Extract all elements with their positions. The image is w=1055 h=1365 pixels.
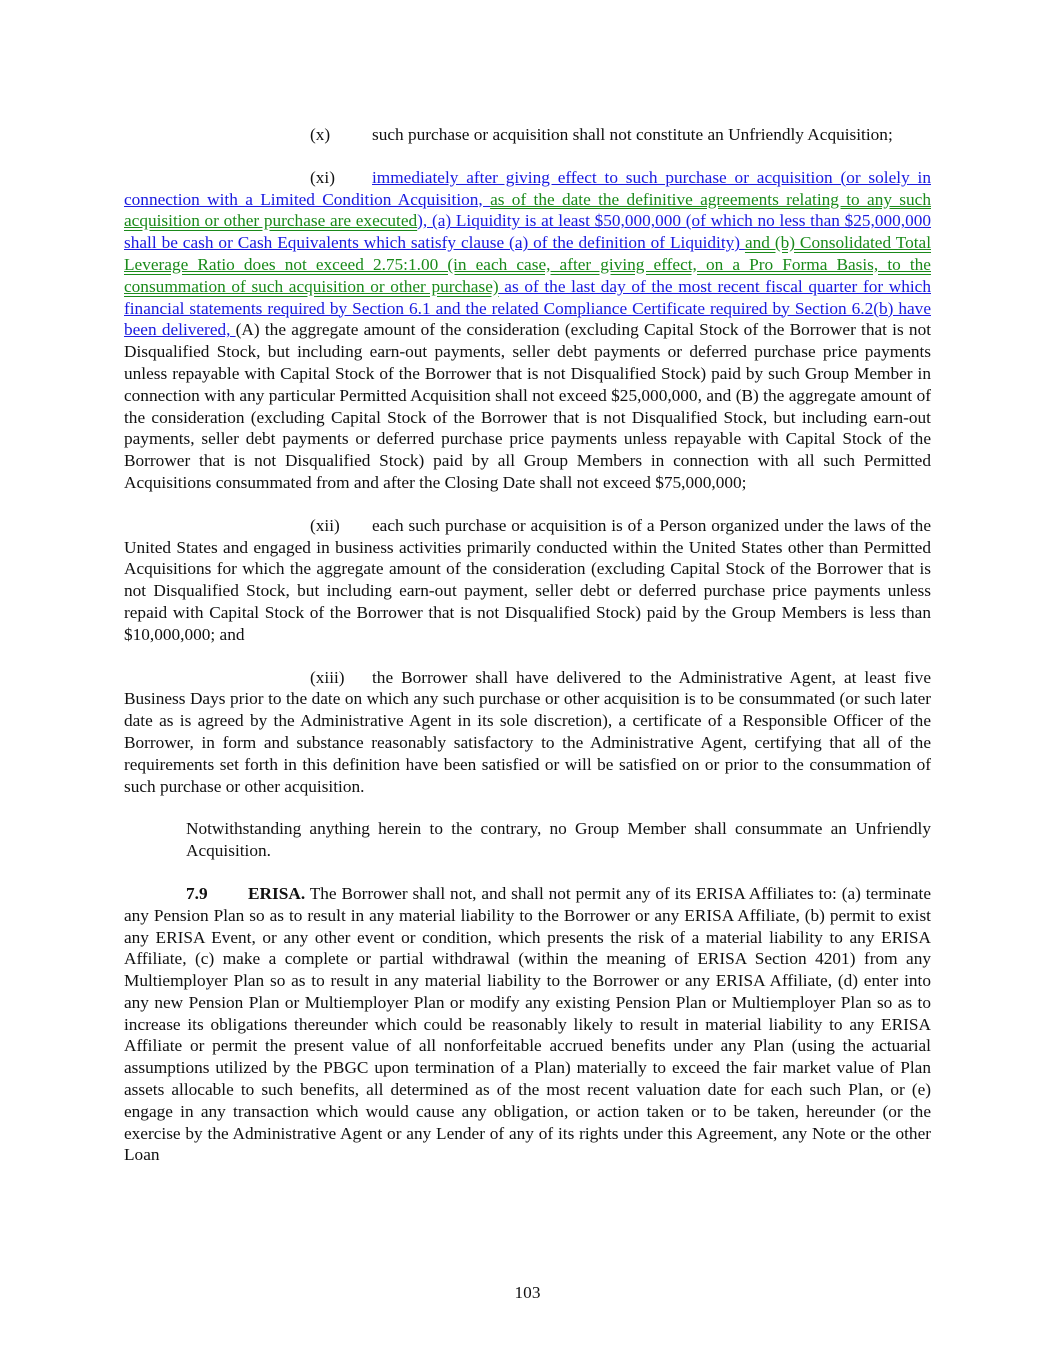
document-page [124, 124, 931, 1187]
inserted-text-green: as of the date the definitive agreements relating to any such acquisition or other purchase are executed [124, 189, 931, 231]
section-text: The Borrower shall not, and shall not permit any of its ERISA Affiliates to: (a) terminate any Pension Plan so as to result in any material liability to the Borrower or any ERISA Affiliate, (b) permit to exist any ERISA Event, or any other event or condition, which presents the risk of a material liability to any ERISA Affiliate, (c) make a complete or partial withdrawal (within the meaning of ERISA Section 4201) from any Multiemployer Plan so as to result in any material liability to the Borrower or any ERISA Affiliate, (d) enter into any new Pension Plan or Multiemployer Plan or modify any existing Pension Plan or Multiemployer Plan so as to increase its obligations thereunder which could be reasonably likely to result in material liability to any ERISA Affiliate or permit the present value of all nonforfeitable accrued benefits under any Plan (using the actuarial assumptions utilized by the PBGC upon termination of a Plan) materially to exceed the fair market value of Plan assets allocable to such benefits, all determined as of the most recent valuation date for each such Plan, or (e) engage in any transaction which would cause any obligation, or action taken or to be taken, hereunder (or the exercise by the Administrative Agent or any Lender of any of its rights under this Agreement, any Note or the other Loan [124, 883, 931, 1165]
notwithstanding-paragraph: Notwithstanding anything herein to the contrary, no Group Member shall consummate an Unfriendly Acquisition. [186, 819, 931, 861]
clause-xiii [124, 667, 931, 798]
clause-number: (xii) [310, 515, 340, 535]
clause-xii [124, 515, 931, 646]
clause-x [124, 124, 931, 146]
section-number: 7.9 [186, 883, 208, 903]
clause-text: each such purchase or acquisition is of a Person organized under the laws of the United States and engaged in business activities primarily conducted within the United States other than Permitted Acquisitions for which the aggregate amount of the consideration (excluding Capital Stock of the Borrower that is not Disqualified Stock, but including earn-out payment, seller debt or deferred purchase price payments unless repaid with Capital Stock of the Borrower that is not Disqualified Stock) paid by the Group Members is less than $10,000,000; and [124, 515, 931, 644]
clause-text: such purchase or acquisition shall not constitute an Unfriendly Acquisition; [372, 125, 893, 144]
inserted-text-green: and (b) Consolidated Total Leverage Ratio does not exceed 2.75:1.00 (in each case, [124, 233, 931, 274]
inserted-text-blue: immediately after giving effect to such purchase or acquisition (or solely in connection with a Limited Condition Acquisition, [124, 167, 931, 209]
inserted-text-blue: as of the last day of the most recent fiscal quarter for which financial statements required by Section 6.1 and the related Compliance Certificate required by Section 6.2(b) have been delivered, [124, 276, 931, 340]
clause-number: (xiii) [310, 667, 345, 687]
clause-number: (x) [310, 125, 331, 144]
inserted-text-green: after giving effect, on a Pro Forma Basis, to the consummation of such acquisition or other purchase) [124, 254, 931, 296]
clause-number: (xi) [310, 167, 335, 187]
clause-xi [124, 167, 931, 494]
section-7-9 [124, 883, 931, 1166]
page-number: 103 [514, 1283, 541, 1302]
inserted-text-blue: ), (a) Liquidity is at least $50,000,000 (of which no less than $25,000,000 shall be cash or Cash Equivalents which satisfy clause (a) of the definition of Liquidity) [124, 211, 932, 253]
clause-text: the Borrower shall have delivered to the Administrative Agent, at least five Business Days prior to the date on which any such purchase or other acquisition is to be consummated (or such later date as is agreed by the Administrative Agent in its sole discretion), a certificate of a Responsible Officer of the Borrower, in form and substance reasonably satisfactory to the Administrative Agent, certifying that all of the requirements set forth in this definition have been satisfied or will be satisfied on or prior to the consummation of such purchase or other acquisition. [124, 667, 931, 796]
clause-text: (A) the aggregate amount of the consideration (excluding Capital Stock of the Borrower that is not Disqualified Stock, but including earn-out payments, seller debt payments or deferred purchase price payments unless repayable with Capital Stock of the Borrower that is not Disqualified Stock) paid by such Group Member in connection with any particular Permitted Acquisition shall not exceed $25,000,000, and (B) the aggregate amount of the consideration (excluding Capital Stock of the Borrower that is not Disqualified Stock, but including earn-out payments, seller debt payments or deferred purchase price payments unless repayable with Capital Stock of the Borrower that is not Disqualified Stock) paid by all Group Members in connection with all such Permitted Acquisitions consummated from and after the Closing Date shall not exceed $75,000,000; [124, 320, 932, 492]
section-title: ERISA. [248, 883, 306, 903]
